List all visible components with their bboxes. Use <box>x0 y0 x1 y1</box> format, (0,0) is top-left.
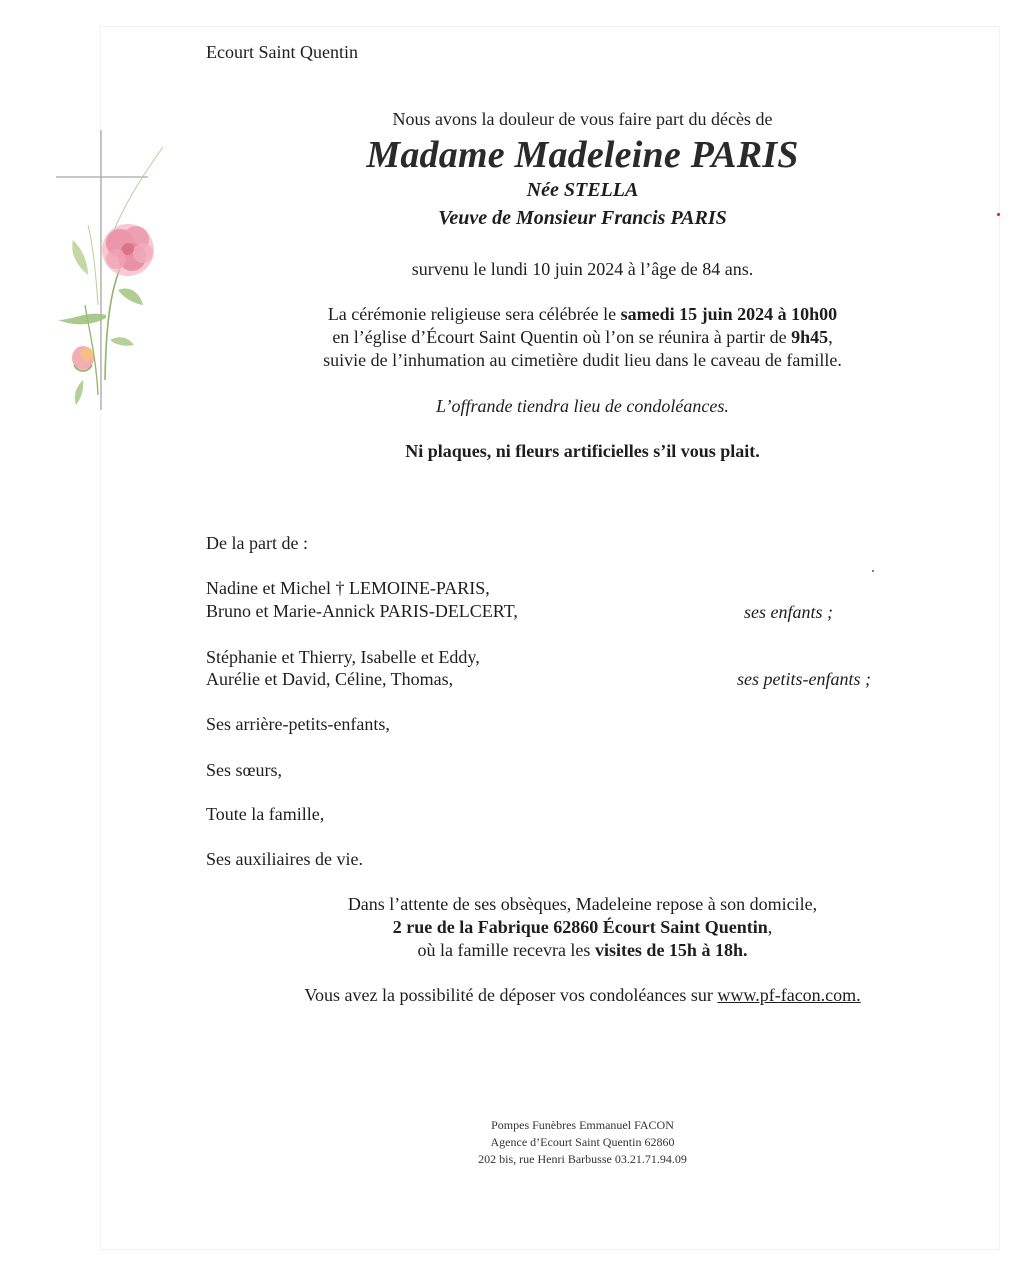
no-flowers-note: Ni plaques, ni fleurs artificielles s’il vous plait. <box>405 441 760 461</box>
sisters: Ses sœurs, <box>206 760 283 780</box>
gathering-time: 9h45 <box>791 327 829 347</box>
vigil-text: , <box>767 917 773 937</box>
scan-speck <box>872 570 874 572</box>
vigil-line-3 <box>270 939 895 962</box>
caregivers: Ses auxiliaires de vie. <box>206 849 363 869</box>
children-line-2: Bruno et Marie-Annick PARIS-DELCERT, <box>206 601 518 621</box>
children-role: ses enfants ; <box>744 602 833 622</box>
ceremony-text: La cérémonie religieuse sera célébrée le <box>327 304 621 324</box>
great-grandchildren: Ses arrière-petits-enfants, <box>206 714 390 734</box>
condolences-link[interactable]: www.pf-facon.com. <box>717 985 861 1005</box>
vigil-text: où la famille recevra les <box>417 940 595 960</box>
death-date: survenu le lundi 10 juin 2024 à l’âge de 84 ans. <box>411 259 754 279</box>
ceremony-text: , <box>828 327 833 347</box>
funeral-home-footer <box>380 1117 785 1168</box>
maiden-name: Née STELLA <box>526 179 639 201</box>
vigil-line-1: Dans l’attente de ses obsèques, Madeleine repose à son domicile, <box>347 894 818 914</box>
grandchildren-role: ses petits-enfants ; <box>737 669 871 689</box>
ceremony-text: en l’église d’Écourt Saint Quentin où l’on se réunira à partir de <box>332 327 792 347</box>
scan-speck <box>997 213 1000 216</box>
from-label: De la part de : <box>206 533 308 553</box>
ceremony-line-3: suivie de l’inhumation au cimetière dudit lieu dans le caveau de famille. <box>323 350 842 370</box>
children-line-1: Nadine et Michel † LEMOINE-PARIS, <box>206 578 490 598</box>
visiting-hours: visites de 15h à 18h. <box>594 940 748 960</box>
location-header: Ecourt Saint Quentin <box>206 42 358 62</box>
condolences-note <box>270 984 895 1007</box>
ceremony-line-2 <box>270 326 895 349</box>
whole-family: Toute la famille, <box>206 804 325 824</box>
pink-flower <box>102 224 154 276</box>
vigil-details <box>270 893 895 962</box>
flower-bud <box>72 346 94 371</box>
footer-agency: Agence d’Ecourt Saint Quentin 62860 <box>490 1135 675 1149</box>
grandchildren-line-1: Stéphanie et Thierry, Isabelle et Eddy, <box>206 647 480 667</box>
vigil-line-2 <box>270 916 895 939</box>
grandchildren-line-2: Aurélie et David, Céline, Thomas, <box>206 669 454 689</box>
home-address: 2 rue de la Fabrique 62860 Écourt Saint Quentin <box>392 917 768 937</box>
footer-address: 202 bis, rue Henri Barbusse 03.21.71.94.09 <box>478 1152 687 1166</box>
widow-of: Veuve de Monsieur Francis PARIS <box>438 207 727 229</box>
flower-illustration <box>48 125 178 415</box>
ceremony-details <box>270 303 895 372</box>
ceremony-line-1 <box>270 303 895 326</box>
footer-company: Pompes Funèbres Emmanuel FACON <box>491 1118 674 1132</box>
announcement-intro: Nous avons la douleur de vous faire part du décès de <box>392 109 773 129</box>
ceremony-datetime: samedi 15 juin 2024 à 10h00 <box>620 304 838 324</box>
deceased-name: Madame Madeleine PARIS <box>366 134 799 176</box>
offrande-note: L’offrande tiendra lieu de condoléances. <box>436 396 729 416</box>
condolences-text: Vous avez la possibilité de déposer vos condoléances sur <box>304 985 718 1005</box>
